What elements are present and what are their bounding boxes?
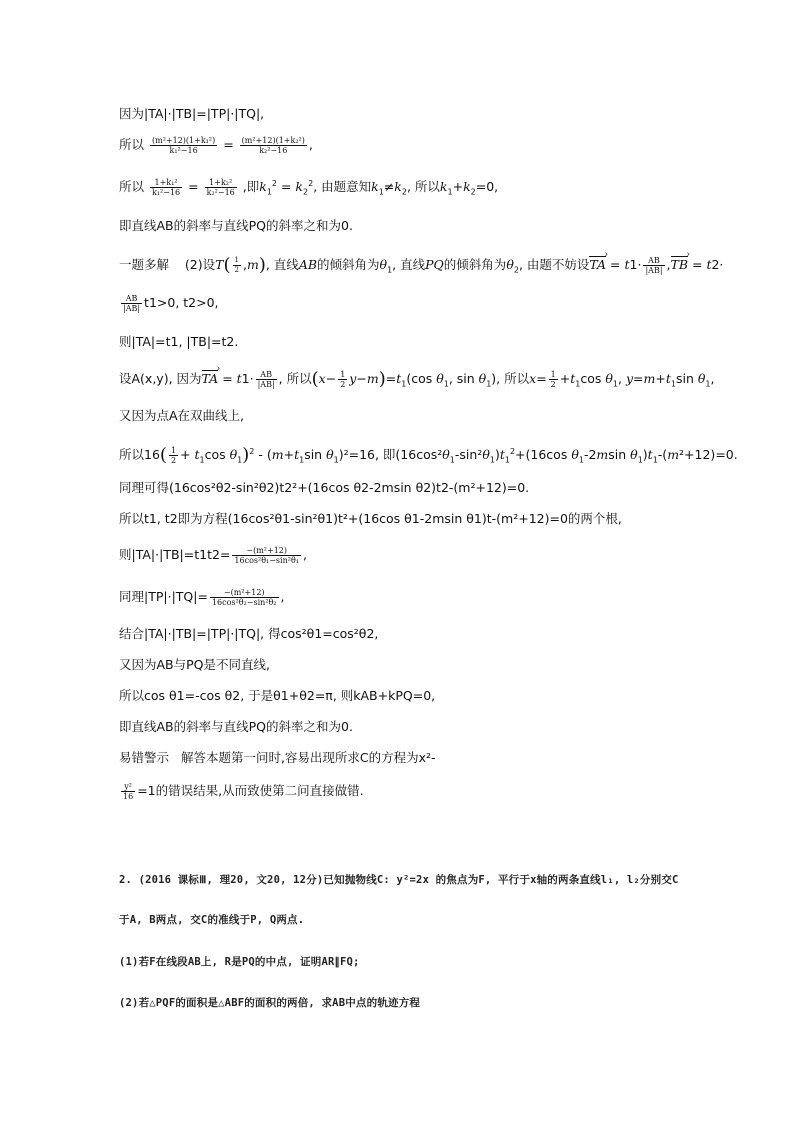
text-line: 所以cos θ1=-cos θ2, 于是θ1+θ2=π, 则kAB+kPQ=0, [119,688,436,703]
problem-statement-line2: 于A, B两点, 交C的准线于P, Q两点. [119,914,305,926]
text-line: 即直线AB的斜率与直线PQ的斜率之和为0. [119,218,353,233]
text-line: 一题多解 (2)设T( $\frac{1}{2}$ ,m), 直线AB的倾斜角为$\theta_1$, 直线PQ的倾斜角为$\theta_2$, 由题不妨设TA › = t1· $\frac{AB}{|AB|}$ ,TB › = t2· [119,256,723,279]
fraction: $\frac{\text{−(m²+12)}}{\text{16cos²θ₁−sin²θ₁}}$ [234,546,299,565]
text-line: 则|TA|·|TB|=t1t2= $\frac{\text{−(m²+12)}}{\text{16cos²θ₁−sin²θ₁}}$ , [119,546,307,565]
fraction: $\frac{\text{1+k₂²}}{\text{k₂²−16}}$ [206,178,235,198]
text-line: 易错警示 解答本题第一问时,容易出现所求C的方程为x²- [119,750,436,765]
fraction: $\frac{\text{1+k₁²}}{\text{k₁²−16}}$ [152,178,181,198]
text-line: 所以 $\frac{\text{(m²+12)(1+k₁²)}}{\text{k₁²−16}}$ = $\frac{\text{(m²+12)(1+k₂²)}}{\text{k₂²−16}}$ , [119,136,313,155]
fraction: $\frac{\text{y²}}{16}$ [123,782,134,801]
warning-label: 易错警示 [119,750,170,765]
text-line: 所以 $\frac{\text{1+k₁²}}{\text{k₁²−16}}$ = $\frac{\text{1+k₂²}}{\text{k₂²−16}}$ ,即$k_1^2 = k_2^2$, 由题意知$k_1\ne k_2$, 所以$k_1+k_2=0$, [119,178,499,198]
text-line: 则|TA|=t1, |TB|=t2. [119,334,239,349]
problem-statement-line1: 2. (2016 课标Ⅲ, 理20, 文20, 12分)已知抛物线C: y²=2x 的焦点为F, 平行于x轴的两条直线l₁, l₂分别交C [119,874,679,886]
text-line: $\frac{\text{y²}}{16}$ =1的错误结果,从而致使第二问直接做错. [123,782,364,801]
text-line: 即直线AB的斜率与直线PQ的斜率之和为0. [119,719,353,734]
text-line: 又因为AB与PQ是不同直线, [119,657,270,672]
fraction: $\frac{\text{(m²+12)(1+k₂²)}}{\text{k₂²−16}}$ [241,136,305,155]
text-line: 同理可得(16cos²θ2-sin²θ2)t2²+(16cos θ2-2msin θ2)t2-(m²+12)=0. [119,480,530,495]
fraction: $\frac{AB}{|AB|}$ [123,294,141,313]
fraction: $\frac{\text{−(m²+12)}}{\text{16cos²θ₂−sin²θ₂}}$ [211,588,277,607]
text-line: 因为|TA|·|TB|=|TP|·|TQ|, [119,106,265,121]
fraction: $\frac{\text{(m²+12)(1+k₁²)}}{\text{k₁²−16}}$ [152,136,216,155]
problem-part-1: (1)若F在线段AB上, R是PQ的中点, 证明AR∥FQ; [119,956,360,968]
text-line: 同理|TP|·|TQ|= $\frac{\text{−(m²+12)}}{\text{16cos²θ₂−sin²θ₂}}$ , [119,588,285,607]
solution-label: 一题多解 [119,257,170,272]
text-line: 所以16( $\frac{1}{2}$ + $t_1\cos$ $\theta_1)^2 - (m+t_1\sin$ $\theta_1)^2=16$, 即$(16\cos^2\theta_1-\sin^2\theta_1)t_1^2+(16\cos$ $\theta_1-2msin$ $\theta_1)t_1-(m^2+12)=0$. [119,444,738,466]
text-line: 结合|TA|·|TB|=|TP|·|TQ|, 得cos²θ1=cos²θ2, [119,626,379,641]
problem-part-2: (2)若△PQF的面积是△ABF的面积的两倍, 求AB中点的轨迹方程 [119,997,421,1009]
text-line: 所以t1, t2即为方程(16cos²θ1-sin²θ1)t²+(16cos θ1-2msin θ1)t-(m²+12)=0的两个根, [119,511,622,526]
text-line: 设A(x,y), 因为TA › = t1· $\frac{AB}{|AB|}$ , 所以(x− $\frac{1}{2}$ $y-m)=t_1(\cos$ $\theta_1$, $\sin \theta_1$), 所以x= $\frac{1}{2}$ $+t_1\cos$ $\theta_1$, $y=m+t_1\sin$ $\theta_1$, [119,370,714,393]
text-line: 又因为点A在双曲线上, [119,408,245,423]
text-line: $\frac{AB}{|AB|}$ t1>0, t2>0, [123,294,219,313]
